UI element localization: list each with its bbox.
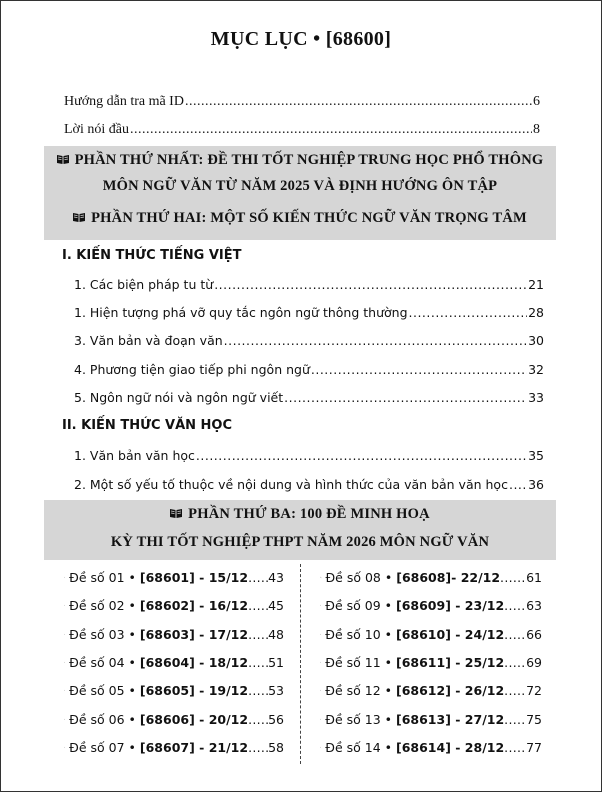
- leader-dots: [248, 570, 268, 585]
- leader-dots: [284, 390, 527, 405]
- exam-label: [69, 683, 248, 698]
- part1-subheading: MÔN NGỮ VĂN TỪ NĂM 2025 VÀ ĐỊNH HƯỚNG ÔN TẬP: [102, 178, 498, 194]
- exam-page-number: 63: [526, 598, 542, 614]
- part1-heading[interactable]: [44, 152, 556, 169]
- toc-page-number: 36: [528, 477, 544, 492]
- pencil-icon: [64, 686, 65, 695]
- separator-bullet: •: [128, 739, 136, 755]
- exam-entry[interactable]: [320, 683, 542, 698]
- exam-code: [68602] - 16/12: [139, 598, 249, 614]
- separator-bullet: •: [384, 739, 393, 755]
- exam-code: [68605] - 19/12: [139, 683, 249, 699]
- exam-entry[interactable]: [64, 655, 284, 670]
- part2-heading[interactable]: [44, 210, 556, 227]
- toc-entry-label: 1. Hiện tượng phá vỡ quy tắc ngôn ngữ thông thường: [74, 305, 408, 320]
- exam-page-number: 75: [526, 711, 542, 727]
- exam-page-number: 66: [526, 626, 542, 642]
- exam-code: [68601] - 15/12: [139, 570, 249, 585]
- section1-heading: I. KIẾN THỨC TIẾNG VIỆT: [62, 248, 242, 263]
- leader-dots: [504, 740, 526, 755]
- exam-page-number: 77: [526, 739, 542, 755]
- toc-entry-label: Hướng dẫn tra mã ID: [64, 94, 184, 109]
- exam-entry[interactable]: [64, 740, 284, 755]
- separator-bullet: •: [384, 570, 393, 585]
- toc-entry-label: 3. Văn bản và đoạn văn: [74, 333, 223, 348]
- exam-label: [69, 570, 248, 585]
- separator-bullet: •: [384, 683, 393, 699]
- leader-dots: [248, 598, 268, 613]
- exam-label: [325, 655, 504, 670]
- pencil-icon: [64, 715, 65, 724]
- exam-entry[interactable]: [64, 683, 284, 698]
- exam-entry[interactable]: [64, 570, 284, 585]
- open-book-icon: [57, 154, 69, 164]
- exam-entry[interactable]: [320, 655, 542, 670]
- toc-page-number: 32: [528, 362, 544, 377]
- column-divider: [300, 564, 301, 764]
- part3-line1: PHẦN THỨ BA: 100 ĐỀ MINH HOẠ: [188, 506, 430, 522]
- leader-dots: [248, 655, 268, 670]
- part1-line1: PHẦN THỨ NHẤT: ĐỀ THI TỐT NGHIỆP TRUNG HỌC PHỔ THÔNG: [74, 152, 544, 168]
- toc-entry[interactable]: [74, 477, 544, 492]
- pencil-icon: [320, 658, 321, 667]
- exam-code: [68603] - 17/12: [139, 626, 249, 642]
- exam-page-number: 69: [526, 654, 542, 670]
- exam-entry[interactable]: [64, 627, 284, 642]
- toc-entry-guide[interactable]: [64, 94, 540, 110]
- exam-page-number: 72: [526, 683, 542, 699]
- exam-entry[interactable]: [320, 598, 542, 613]
- exam-label: [69, 627, 248, 642]
- toc-entry[interactable]: [74, 305, 544, 320]
- exam-entry[interactable]: [64, 598, 284, 613]
- exam-label: [325, 740, 504, 755]
- leader-dots: [504, 712, 526, 727]
- exam-page-number: 61: [526, 570, 542, 585]
- exam-label: [325, 627, 504, 642]
- toc-entry[interactable]: [74, 333, 544, 348]
- part3-subheading: KỲ THI TỐT NGHIỆP THPT NĂM 2026 MÔN NGỮ VĂN: [110, 534, 490, 550]
- toc-page-number: 21: [528, 277, 544, 292]
- exam-entry[interactable]: [320, 740, 542, 755]
- leader-dots: [504, 627, 526, 642]
- page-title: MỤC LỤC • [68600]: [210, 28, 392, 50]
- leader-dots: [500, 570, 526, 585]
- pencil-icon: [64, 601, 65, 610]
- exam-name: Đề số 07: [69, 739, 125, 755]
- exam-page-number: 58: [268, 739, 284, 755]
- leader-dots: [509, 477, 527, 492]
- leader-dots: [196, 448, 527, 463]
- exam-name: Đề số 11: [325, 654, 381, 670]
- exam-label: [325, 683, 504, 698]
- exam-code: [68612] - 26/12: [396, 683, 505, 699]
- exam-label: [69, 712, 248, 727]
- leader-dots: [504, 655, 526, 670]
- exam-page-number: 45: [268, 598, 284, 614]
- leader-dots: [214, 277, 527, 292]
- exam-code: [68614] - 28/12: [396, 739, 505, 755]
- exam-name: Đề số 01: [69, 570, 125, 585]
- leader-dots: [248, 683, 268, 698]
- separator-bullet: •: [384, 598, 393, 614]
- separator-bullet: •: [128, 570, 136, 585]
- toc-entry[interactable]: [74, 448, 544, 463]
- exam-code: [68606] - 20/12: [139, 711, 249, 727]
- leader-dots: [248, 740, 268, 755]
- exam-name: Đề số 10: [325, 626, 381, 642]
- separator-bullet: •: [128, 711, 136, 727]
- toc-page-number: 6: [533, 94, 540, 109]
- pencil-icon: [320, 573, 322, 582]
- exam-code: [68609] - 23/12: [396, 598, 505, 614]
- open-book-icon: [170, 508, 182, 518]
- part3-heading[interactable]: [44, 506, 556, 523]
- pencil-icon: [320, 630, 321, 639]
- exam-name: Đề số 06: [69, 711, 125, 727]
- separator-bullet: •: [384, 711, 393, 727]
- exam-name: Đề số 02: [69, 598, 125, 614]
- exam-entry[interactable]: [320, 712, 542, 727]
- exam-page-number: 48: [268, 626, 284, 642]
- exam-name: Đề số 14: [325, 739, 381, 755]
- exam-entry[interactable]: [64, 712, 284, 727]
- exam-label: [69, 598, 248, 613]
- exam-code: [68607] - 21/12: [139, 739, 249, 755]
- toc-entry-preface[interactable]: [64, 122, 540, 138]
- pencil-icon: [64, 630, 65, 639]
- exam-name: Đề số 09: [325, 598, 381, 614]
- toc-entry-label: 1. Văn bản văn học: [74, 448, 195, 463]
- exam-label: [326, 570, 501, 585]
- pencil-icon: [64, 573, 65, 582]
- leader-dots: [248, 712, 268, 727]
- leader-dots: [224, 333, 527, 348]
- exam-entry[interactable]: [320, 570, 542, 585]
- exam-name: Đề số 08: [325, 570, 381, 585]
- exam-label: [69, 655, 248, 670]
- part2-line1: PHẦN THỨ HAI: MỘT SỐ KIẾN THỨC NGỮ VĂN TRỌNG TÂM: [91, 210, 527, 226]
- exam-name: Đề số 05: [69, 683, 125, 699]
- open-book-icon: [73, 212, 85, 222]
- exam-code: [68610] - 24/12: [396, 626, 505, 642]
- separator-bullet: •: [384, 626, 393, 642]
- exam-page-number: 53: [268, 683, 284, 699]
- toc-entry-label: Lời nói đầu: [64, 122, 129, 137]
- part-header-band: [44, 146, 556, 240]
- separator-bullet: •: [128, 683, 136, 699]
- pencil-icon: [320, 715, 321, 724]
- leader-dots: [409, 305, 528, 320]
- toc-entry-label: 5. Ngôn ngữ nói và ngôn ngữ viết: [74, 390, 284, 405]
- leader-dots: [504, 598, 526, 613]
- exam-name: Đề số 03: [69, 626, 125, 642]
- toc-page-number: 8: [533, 122, 540, 137]
- pencil-icon: [64, 658, 65, 667]
- toc-entry-label: 4. Phương tiện giao tiếp phi ngôn ngữ: [74, 362, 310, 377]
- separator-bullet: •: [128, 626, 136, 642]
- exam-label: [325, 598, 504, 613]
- pencil-icon: [320, 601, 321, 610]
- pencil-icon: [320, 686, 321, 695]
- exam-name: Đề số 13: [325, 711, 381, 727]
- exam-label: [69, 740, 248, 755]
- leader-dots: [311, 362, 527, 377]
- leader-dots: [185, 94, 532, 110]
- exam-page-number: 43: [268, 570, 284, 585]
- toc-entry[interactable]: [74, 362, 544, 377]
- toc-entry[interactable]: [74, 390, 544, 405]
- exam-name: Đề số 04: [69, 654, 125, 670]
- part3-header-band: [44, 500, 556, 560]
- exam-entry[interactable]: [320, 627, 542, 642]
- exam-page-number: 51: [268, 654, 284, 670]
- exam-code: [68613] - 27/12: [396, 711, 505, 727]
- pencil-icon: [64, 743, 65, 752]
- toc-page-number: 30: [528, 333, 544, 348]
- section2-heading: II. KIẾN THỨC VĂN HỌC: [62, 418, 233, 433]
- exam-name: Đề số 12: [325, 683, 381, 699]
- toc-entry-label: 1. Các biện pháp tu từ: [74, 277, 214, 292]
- toc-page-number: 28: [528, 305, 544, 320]
- leader-dots: [504, 683, 526, 698]
- exam-code: [68608]- 22/12: [396, 570, 501, 585]
- leader-dots: [248, 627, 268, 642]
- separator-bullet: •: [384, 654, 393, 670]
- separator-bullet: •: [128, 654, 136, 670]
- toc-page-number: 35: [528, 448, 544, 463]
- pencil-icon: [320, 743, 321, 752]
- toc-entry[interactable]: [74, 277, 544, 292]
- leader-dots: [130, 122, 532, 138]
- exam-page-number: 56: [268, 711, 284, 727]
- toc-page-number: 33: [528, 390, 544, 405]
- exam-label: [325, 712, 504, 727]
- exam-code: [68604] - 18/12: [139, 654, 249, 670]
- toc-entry-label: 2. Một số yếu tố thuộc về nội dung và hình thức của văn bản văn học: [74, 477, 508, 492]
- exam-code: [68611] - 25/12: [396, 654, 505, 670]
- separator-bullet: •: [128, 598, 136, 614]
